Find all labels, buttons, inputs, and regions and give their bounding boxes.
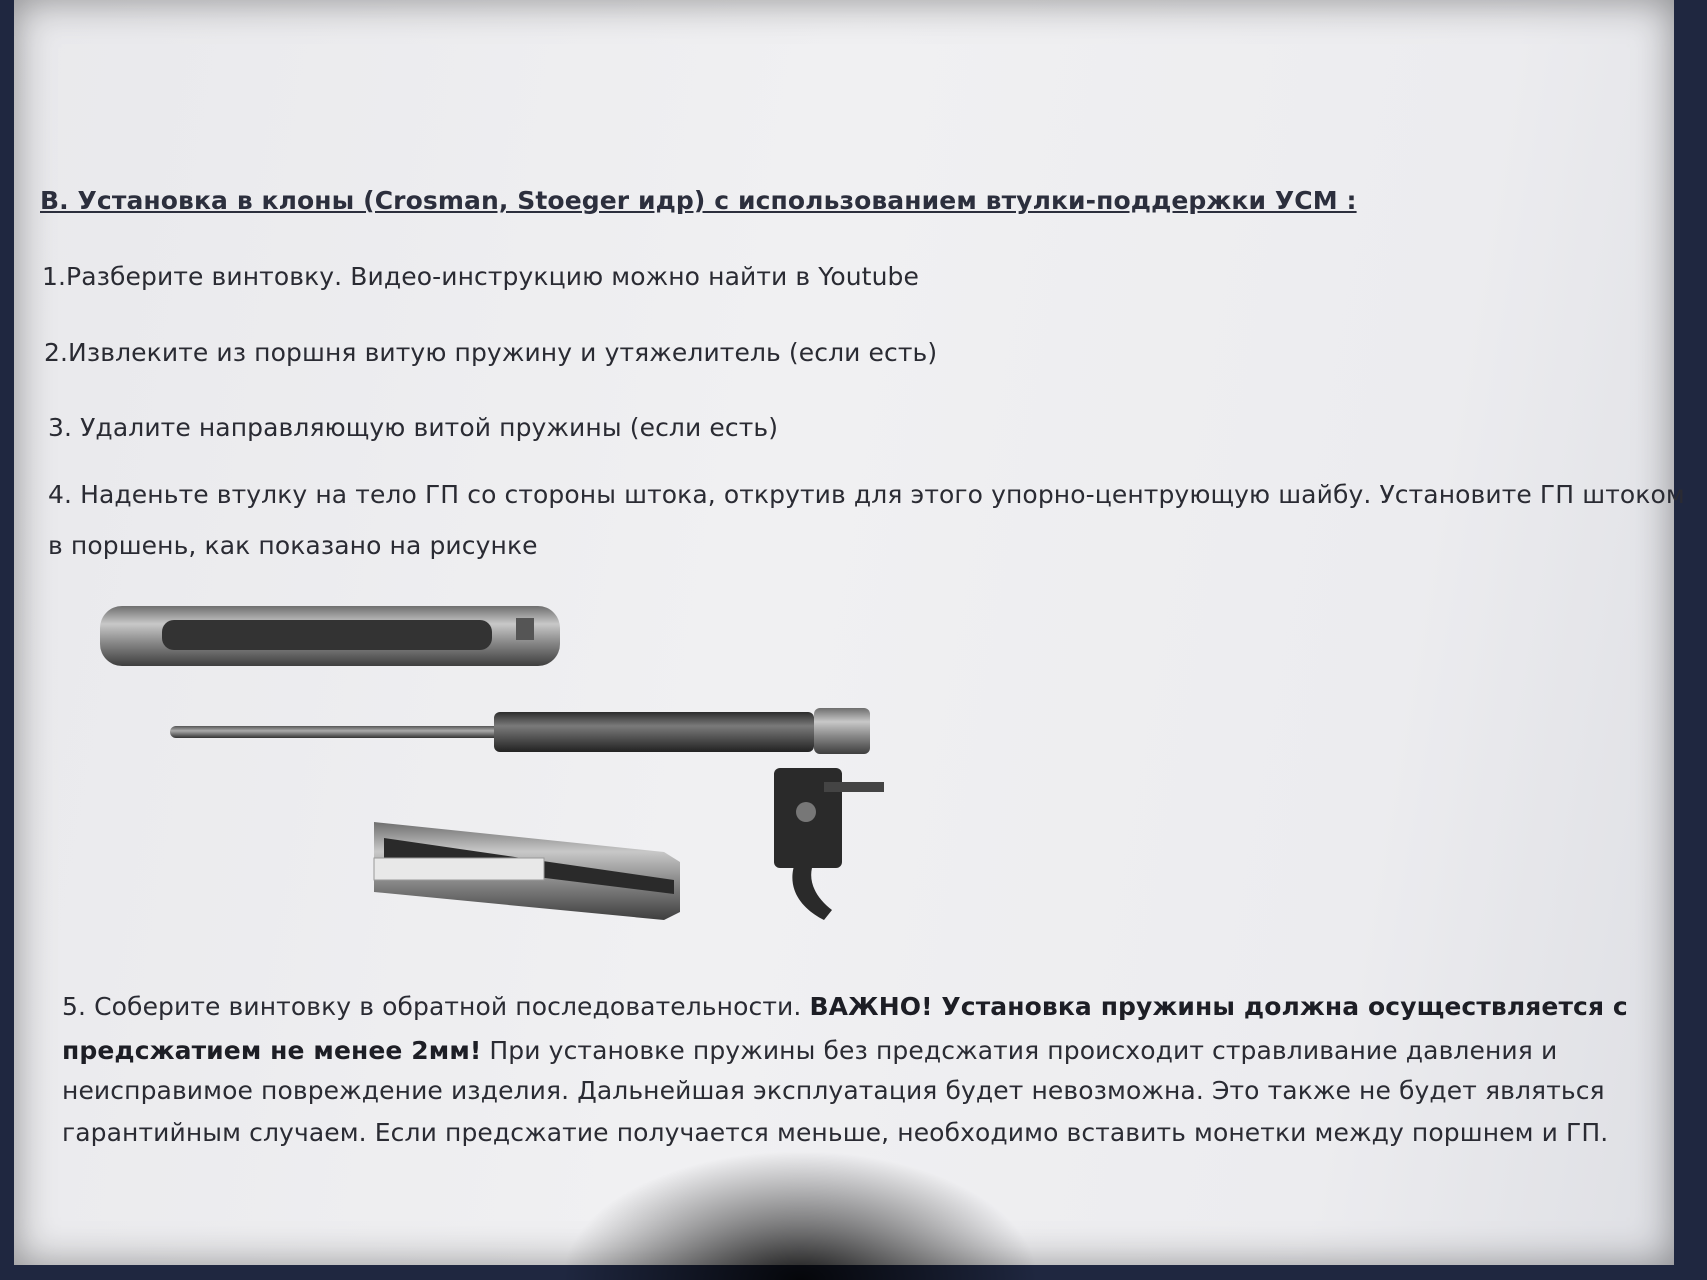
paper-sheet: [14, 0, 1685, 1265]
step-5-consequence: При установке пружины без предсжатия происходит стравливание давления и: [481, 1036, 1558, 1065]
step-5-line-1: [62, 992, 1628, 1021]
step-1: 1.Разберите винтовку. Видео-инструкцию можно найти в Youtube: [42, 262, 919, 291]
step-5-line-3: неисправимое повреждение изделия. Дальнейшая эксплуатация будет невозможна. Это также не будет являться: [62, 1076, 1605, 1105]
step-4-line-2: в поршень, как показано на рисунке: [48, 531, 538, 560]
support-sleeve-tube: [100, 606, 560, 666]
shadow: [560, 1150, 1040, 1280]
step-2: 2.Извлеките из поршня витую пружину и утяжелитель (если есть): [44, 338, 938, 367]
step-4-line-1: 4. Наденьте втулку на тело ГП со стороны штока, открутив для этого упорно-центрующую шайбу. Установите ГП штоком: [48, 480, 1685, 509]
parts-photo: [84, 590, 984, 970]
step-5-line-4: гарантийным случаем. Если предсжатие получается меньше, необходимо вставить монетки между поршнем и ГП.: [62, 1118, 1609, 1147]
step-5-warning: ВАЖНО! Установка пружины должна осуществляется с: [809, 992, 1628, 1021]
trigger-assembly: [774, 768, 884, 920]
gas-spring: [170, 708, 870, 754]
step-5-preload-warning: предсжатием не менее 2мм!: [62, 1036, 482, 1065]
piston: [374, 822, 680, 920]
step-5-line-2: [62, 1036, 1557, 1065]
section-heading: B. Установка в клоны (Crosman, Stoeger идр) с использованием втулки-поддержки УСМ :: [40, 186, 1357, 215]
step-3: 3. Удалите направляющую витой пружины (если есть): [48, 413, 779, 442]
step-5-intro: 5. Соберите винтовку в обратной последовательности.: [62, 992, 810, 1021]
